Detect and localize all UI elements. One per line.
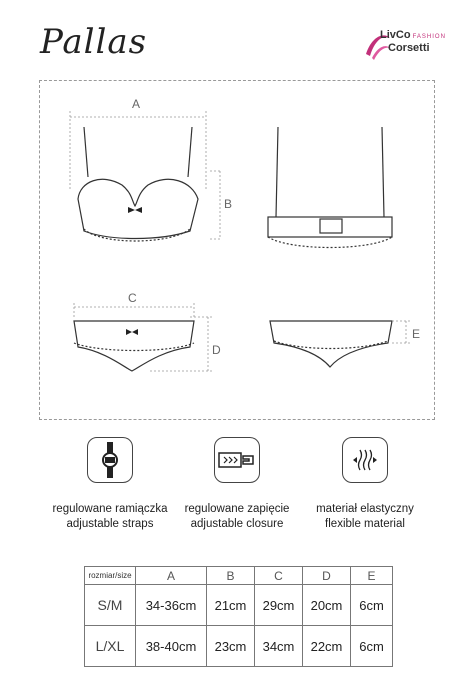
elastic-feature-box <box>342 437 388 483</box>
feature-material <box>290 502 440 532</box>
brief-front-shape <box>74 321 194 371</box>
brand-line2: Corsetti <box>388 42 430 54</box>
bow-icon <box>128 207 142 213</box>
table-cell: 20cm <box>303 585 351 626</box>
table-cell: 23cm <box>207 626 255 667</box>
bra-back-band <box>268 217 392 237</box>
elastic-material-icon <box>343 438 387 482</box>
measurement-panel <box>39 80 435 420</box>
table-cell: 38-40cm <box>136 626 207 667</box>
product-title: Pallas <box>40 22 148 62</box>
table-cell: 6cm <box>351 585 393 626</box>
size-table-header <box>85 567 393 585</box>
dim-label-c: C <box>128 291 137 305</box>
table-cell: 29cm <box>255 585 303 626</box>
feature-straps-en: adjustable straps <box>66 518 154 530</box>
closure-feature-box <box>214 437 260 483</box>
strap-icon <box>88 438 132 482</box>
col-c: C <box>255 567 303 585</box>
table-row <box>85 626 393 667</box>
col-b: B <box>207 567 255 585</box>
dim-label-d: D <box>212 343 221 357</box>
table-cell: 22cm <box>303 626 351 667</box>
size-table <box>84 566 393 667</box>
back-closure <box>320 219 342 233</box>
brand-tag: FASHION <box>412 34 446 40</box>
brand-logo <box>362 26 446 62</box>
dim-label-a: A <box>132 97 141 111</box>
brief-back-shape <box>270 321 392 367</box>
strap-feature-box <box>87 437 133 483</box>
table-cell: 6cm <box>351 626 393 667</box>
col-e: E <box>351 567 393 585</box>
feature-straps-pl: regulowane ramiączka <box>52 503 168 515</box>
table-cell: 34cm <box>255 626 303 667</box>
garment-diagram <box>40 81 436 421</box>
col-a: A <box>136 567 207 585</box>
dim-label-e: E <box>412 327 421 341</box>
size-corner-label: rozmiar/size <box>85 567 136 585</box>
feature-closure-en: adjustable closure <box>190 518 284 530</box>
table-row <box>85 585 393 626</box>
col-d: D <box>303 567 351 585</box>
feature-material-pl: materiał elastyczny <box>316 503 414 515</box>
brand-line1: LivCo FASHION <box>380 29 446 41</box>
feature-closure-pl: regulowane zapięcie <box>184 503 290 515</box>
size-label: L/XL <box>85 626 136 667</box>
table-cell: 34-36cm <box>136 585 207 626</box>
table-cell: 21cm <box>207 585 255 626</box>
hook-closure-icon <box>215 438 259 482</box>
feature-material-en: flexible material <box>325 518 405 530</box>
size-label: S/M <box>85 585 136 626</box>
dim-label-b: B <box>224 197 233 211</box>
